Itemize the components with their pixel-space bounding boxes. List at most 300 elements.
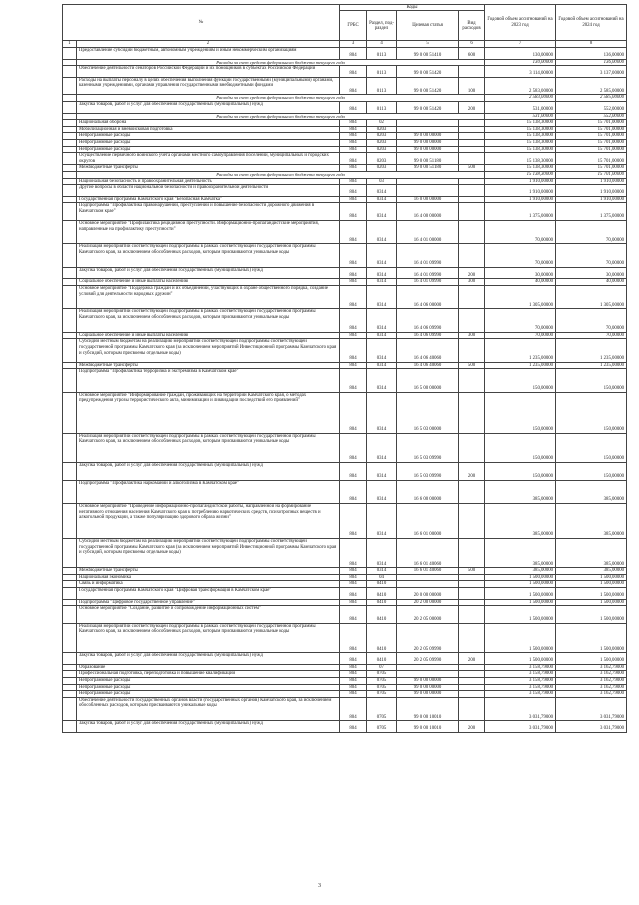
cell-volume-2023: 1 500,00000 [485, 581, 556, 588]
cell-grbs: 804 [340, 671, 367, 678]
cell-volume-2024: 552,00000 [556, 101, 627, 113]
cell-name: Другие вопросы в области национальной безопасности и правоохранительной деятельности [77, 185, 340, 197]
cell-expense-type [459, 185, 485, 197]
cell-volume-2024: 1 910,00000 [556, 196, 627, 203]
cell-razdel: 0314 [367, 539, 397, 568]
cell-volume-2024: 15 701,00000 [556, 133, 627, 140]
cell-name: Закупка товаров, работ и услуг для обеспечения государственных (муниципальных) нужд [77, 653, 340, 665]
cell-expense-type: 300 [459, 332, 485, 339]
cell-target-article: 16 5 00 00000 [397, 369, 459, 392]
cell-volume-2024: 30,00000 [556, 267, 627, 279]
cell-name: Подпрограмма "Профилактика наркомании и алкоголизма в Камчатском крае" [77, 480, 340, 503]
cell-razdel: 0203 [367, 133, 397, 140]
cell-name: Связь и информатика [77, 581, 340, 588]
cell-volume-2024: 552,00000 [556, 113, 627, 120]
cell-razdel: 0705 [367, 697, 397, 720]
cell-index [63, 721, 77, 733]
cell-index [63, 362, 77, 369]
cell-index [63, 462, 77, 480]
table-row [63, 153, 627, 165]
page-number: 3 [318, 883, 321, 889]
cell-volume-2023: 150,00000 [485, 392, 556, 433]
cell-expense-type [459, 588, 485, 600]
cell-target-article: 20 2 05 09990 [397, 653, 459, 665]
cell-target-article: 99 0 00 00000 [397, 691, 459, 698]
cell-volume-2023: 130,00000 [485, 59, 556, 66]
cell-target-article: 99 0 00 00000 [397, 146, 459, 153]
cell-name: Социальное обеспечение и иные выплаты населению [77, 332, 340, 339]
cell-razdel: 0113 [367, 101, 397, 113]
cell-grbs: 804 [340, 178, 367, 185]
cell-expense-type [459, 133, 485, 140]
cell-volume-2024: 385,00000 [556, 568, 627, 575]
cell-grbs: 804 [340, 599, 367, 606]
cell-target-article: 99 0 00 10010 [397, 721, 459, 733]
cell-razdel: 0113 [367, 47, 397, 59]
cell-volume-2024: 3 031,79000 [556, 697, 627, 720]
cell-razdel: 0314 [367, 339, 397, 362]
cell-volume-2023: 15 138,30000 [485, 139, 556, 146]
cell-index [63, 309, 77, 332]
cell-volume-2023: 2 583,00000 [485, 77, 556, 95]
cell-grbs: 804 [340, 196, 367, 203]
cell-target-article: 16 4 06 09990 [397, 332, 459, 339]
cell-target-article: 16 4 01 00000 [397, 220, 459, 243]
cell-grbs: 804 [340, 503, 367, 538]
cell-volume-2024: 3 162,79000 [556, 664, 627, 671]
cell-volume-2023: 1 500,00000 [485, 588, 556, 600]
cell-index [63, 503, 77, 538]
cell-expense-type [459, 120, 485, 127]
cell-name: Непрограммные расходы [77, 691, 340, 698]
header-expense-type: Вид расходов [459, 11, 485, 41]
cell-target-article: 16 6 01 40060 [397, 539, 459, 568]
cell-name: Государственная программа Камчатского края "Цифровая трансформация в Камчатском крае" [77, 588, 340, 600]
cell-index [63, 101, 77, 113]
cell-target-article [397, 671, 459, 678]
cell-grbs: 804 [340, 309, 367, 332]
cell-razdel: 04 [367, 574, 397, 581]
cell-volume-2024: 136,00000 [556, 59, 627, 66]
cell-target-article: 99 0 00 00000 [397, 133, 459, 140]
cell-expense-type [459, 606, 485, 624]
cell-index [63, 126, 77, 133]
cell-expense-type [459, 574, 485, 581]
cell-target-article: 99 0 00 10010 [397, 697, 459, 720]
header-target-article: Целевая статья [397, 11, 459, 41]
cell-index [63, 480, 77, 503]
cell-expense-type [459, 203, 485, 221]
cell-volume-2024: 385,00000 [556, 503, 627, 538]
cell-name: Национальная оборона [77, 120, 340, 127]
cell-volume-2023: 15 138,30000 [485, 133, 556, 140]
table-row [63, 503, 627, 538]
cell-target-article: 16 4 01 09990 [397, 279, 459, 286]
cell-target-article: 20 2 00 00000 [397, 599, 459, 606]
cell-index [63, 146, 77, 153]
cell-name: Обеспечение деятельности сенаторов Российской Федерации и их помощников в субъектах Российской Федерации [77, 66, 340, 78]
cell-volume-2023: 150,00000 [485, 369, 556, 392]
cell-name: Основное мероприятие "Информирование граждан, проживающих на территории Камчатского края, о методах предупреждения угрозы террористического акта, минимизации и ликвидации последствий его проявлений" [77, 392, 340, 433]
table-row [63, 684, 627, 691]
cell-grbs: 804 [340, 47, 367, 59]
cell-name: Закупка товаров, работ и услуг для обеспечения государственных (муниципальных) нужд [77, 101, 340, 113]
cell-grbs: 804 [340, 165, 367, 172]
table-row [63, 126, 627, 133]
cell-volume-2023: 3 031,79000 [485, 697, 556, 720]
table-row [63, 581, 627, 588]
cell-grbs: 804 [340, 139, 367, 146]
cell-volume-2023: 15 138,30000 [485, 165, 556, 172]
header-index: 6 [459, 41, 485, 47]
cell-grbs: 804 [340, 433, 367, 462]
cell-target-article: 99 0 00 00000 [397, 684, 459, 691]
cell-expense-type [459, 178, 485, 185]
header-index: 2 [77, 41, 340, 47]
cell-volume-2023: 3 158,79000 [485, 677, 556, 684]
cell-index [63, 133, 77, 140]
cell-volume-2023: 1 500,00000 [485, 653, 556, 665]
cell-volume-2024: 3 162,79000 [556, 691, 627, 698]
cell-target-article: 16 5 03 09990 [397, 462, 459, 480]
cell-grbs: 804 [340, 539, 367, 568]
cell-index [63, 539, 77, 568]
cell-expense-type [459, 433, 485, 462]
cell-razdel: 0410 [367, 588, 397, 600]
table-row [63, 139, 627, 146]
cell-grbs: 804 [340, 369, 367, 392]
cell-expense-type: 100 [459, 77, 485, 95]
cell-name: Реализация мероприятий соответствующей подпрограммы в рамках соответствующей государственной программы Камчатского края, за исключением обособленных расходов, которым присваиваются уникальные коды [77, 244, 340, 267]
cell-expense-type: 500 [459, 165, 485, 172]
cell-razdel: 0314 [367, 286, 397, 309]
cell-index [63, 574, 77, 581]
cell-volume-2023: 1 235,00000 [485, 362, 556, 369]
table-row [63, 599, 627, 606]
cell-volume-2023: 3 158,79000 [485, 671, 556, 678]
cell-razdel: 0410 [367, 653, 397, 665]
cell-target-article: 20 2 05 09990 [397, 623, 459, 652]
table-row [63, 220, 627, 243]
cell-name: Непрограммные расходы [77, 677, 340, 684]
cell-target-article [397, 574, 459, 581]
cell-grbs: 804 [340, 623, 367, 652]
table-row [63, 697, 627, 720]
cell-expense-type [459, 671, 485, 678]
cell-volume-2023: 2 583,00000 [485, 95, 556, 102]
cell-expense-type [459, 126, 485, 133]
cell-expense-type [459, 684, 485, 691]
table-row [63, 309, 627, 332]
cell-target-article: 99 0 00 51180 [397, 153, 459, 165]
cell-volume-2024: 3 162,79000 [556, 677, 627, 684]
cell-index [63, 691, 77, 698]
cell-volume-2024: 1 500,00000 [556, 574, 627, 581]
cell-index [63, 568, 77, 575]
table-row [63, 480, 627, 503]
cell-name: Непрограммные расходы [77, 146, 340, 153]
cell-index [63, 588, 77, 600]
cell-target-article [397, 185, 459, 197]
cell-target-article: 16 4 01 09990 [397, 267, 459, 279]
cell-index [63, 95, 77, 102]
header-index: 5 [397, 41, 459, 47]
cell-target-article: 16 6 01 40060 [397, 568, 459, 575]
cell-grbs: 804 [340, 480, 367, 503]
cell-grbs: 804 [340, 653, 367, 665]
cell-volume-2024: 3 137,00000 [556, 66, 627, 78]
cell-grbs: 804 [340, 339, 367, 362]
cell-grbs: 804 [340, 392, 367, 433]
table-row [63, 653, 627, 665]
cell-volume-2024: 1 375,00000 [556, 203, 627, 221]
cell-volume-2024: 70,00000 [556, 220, 627, 243]
cell-expense-type [459, 677, 485, 684]
cell-index [63, 267, 77, 279]
cell-expense-type: 500 [459, 362, 485, 369]
cell-razdel: 0314 [367, 267, 397, 279]
cell-index [63, 697, 77, 720]
cell-razdel: 0314 [367, 503, 397, 538]
cell-volume-2023: 70,00000 [485, 309, 556, 332]
cell-grbs: 804 [340, 362, 367, 369]
cell-volume-2024: 1 500,00000 [556, 623, 627, 652]
cell-volume-2024: 385,00000 [556, 480, 627, 503]
cell-volume-2024: 1 500,00000 [556, 588, 627, 600]
cell-index [63, 606, 77, 624]
cell-volume-2023: 1 500,00000 [485, 623, 556, 652]
cell-expense-type: 200 [459, 267, 485, 279]
table-row [63, 539, 627, 568]
cell-volume-2023: 70,00000 [485, 220, 556, 243]
cell-razdel: 0410 [367, 606, 397, 624]
cell-volume-2024: 136,00000 [556, 47, 627, 59]
cell-grbs: 804 [340, 203, 367, 221]
cell-funding-note: Расходы за счет средств федерального бюджета текущего года [77, 59, 485, 66]
cell-expense-type [459, 244, 485, 267]
funding-note-row [63, 171, 627, 178]
cell-razdel: 0203 [367, 146, 397, 153]
cell-expense-type: 200 [459, 462, 485, 480]
table-row [63, 588, 627, 600]
cell-target-article: 16 4 01 09990 [397, 244, 459, 267]
table-row [63, 392, 627, 433]
cell-target-article: 16 5 03 00000 [397, 392, 459, 433]
header-index: 1 [63, 41, 77, 47]
cell-grbs: 804 [340, 185, 367, 197]
cell-expense-type: 500 [459, 568, 485, 575]
table-row [63, 677, 627, 684]
cell-funding-note: Расходы за счет средств федерального бюджета текущего года [77, 171, 485, 178]
cell-target-article: 16 4 06 40060 [397, 362, 459, 369]
table-row [63, 462, 627, 480]
cell-volume-2023: 15 138,30000 [485, 120, 556, 127]
table-row [63, 691, 627, 698]
cell-razdel: 0314 [367, 369, 397, 392]
cell-target-article: 99 0 00 00000 [397, 677, 459, 684]
cell-index [63, 671, 77, 678]
table-row [63, 568, 627, 575]
cell-index [63, 120, 77, 127]
cell-index [63, 165, 77, 172]
header-volume-2024: Годовой объем ассигнований на 2024 год [556, 5, 627, 41]
cell-volume-2024: 150,00000 [556, 369, 627, 392]
cell-razdel: 0314 [367, 392, 397, 433]
cell-volume-2024: 3 162,79000 [556, 684, 627, 691]
cell-target-article: 16 0 00 00000 [397, 196, 459, 203]
cell-volume-2023: 3 158,79000 [485, 664, 556, 671]
cell-razdel: 0113 [367, 77, 397, 95]
cell-name: Реализация мероприятий соответствующей подпрограммы в рамках соответствующей государственной программы Камчатского края, за исключением обособленных расходов, которым присваиваются уникальные коды [77, 309, 340, 332]
cell-expense-type [459, 691, 485, 698]
header-index: 3 [340, 41, 367, 47]
cell-grbs: 804 [340, 66, 367, 78]
cell-name: Основное мероприятие "Создание, развитие и сопровождение информационных систем" [77, 606, 340, 624]
cell-target-article [397, 664, 459, 671]
cell-name: Субсидии местным бюджетам на реализацию мероприятий соответствующей подпрограммы соответствующей государственной программы Камчатского края (за исключением мероприятий Инвестиционной программы Камчатского края и субсидий, которым присвоены отдельные коды) [77, 539, 340, 568]
cell-name: Обеспечение деятельности государственных органов власти (государственных органов) Камчатского края, за исключением обособленных расходов, которым присваиваются уникальные коды [77, 697, 340, 720]
cell-name: Основное мероприятие "Проведение информационно-пропагандистской работы, направленной на формирование негативного отношения населения Камчатского края к потреблению наркотических средств, психотропных веществ и алкогольной продукции, а также популяризацию здорового образа жизни" [77, 503, 340, 538]
cell-grbs: 804 [340, 244, 367, 267]
cell-name: Закупка товаров, работ и услуг для обеспечения государственных (муниципальных) нужд [77, 462, 340, 480]
cell-volume-2024: 1 500,00000 [556, 606, 627, 624]
cell-volume-2023: 1 910,00000 [485, 185, 556, 197]
cell-volume-2023: 40,00000 [485, 279, 556, 286]
cell-name: Межбюджетные трансферты [77, 362, 340, 369]
cell-name: Социальное обеспечение и иные выплаты населению [77, 279, 340, 286]
cell-target-article: 16 6 01 00000 [397, 503, 459, 538]
cell-razdel: 0314 [367, 220, 397, 243]
cell-index [63, 581, 77, 588]
cell-index [63, 139, 77, 146]
cell-volume-2023: 531,00000 [485, 101, 556, 113]
table-row [63, 77, 627, 95]
cell-volume-2023: 130,00000 [485, 47, 556, 59]
cell-razdel: 0203 [367, 165, 397, 172]
cell-volume-2023: 3 031,79000 [485, 721, 556, 733]
cell-index [63, 185, 77, 197]
cell-volume-2024: 1 235,00000 [556, 362, 627, 369]
cell-funding-note: Расходы за счет средств федерального бюджета текущего года [77, 95, 485, 102]
cell-grbs: 804 [340, 101, 367, 113]
cell-razdel: 0314 [367, 433, 397, 462]
cell-grbs: 804 [340, 133, 367, 140]
cell-volume-2023: 3 114,00000 [485, 66, 556, 78]
cell-name: Непрограммные расходы [77, 133, 340, 140]
header-index: 7 [485, 41, 556, 47]
cell-grbs: 804 [340, 568, 367, 575]
cell-name: Межбюджетные трансферты [77, 165, 340, 172]
cell-volume-2024: 1 910,00000 [556, 185, 627, 197]
cell-grbs: 804 [340, 462, 367, 480]
table-row [63, 339, 627, 362]
table-row [63, 664, 627, 671]
cell-name: Межбюджетные трансферты [77, 568, 340, 575]
cell-expense-type [459, 503, 485, 538]
cell-expense-type [459, 66, 485, 78]
cell-volume-2024: 40,00000 [556, 279, 627, 286]
cell-grbs: 804 [340, 120, 367, 127]
cell-volume-2023: 1 910,00000 [485, 178, 556, 185]
cell-index [63, 664, 77, 671]
cell-razdel: 0314 [367, 196, 397, 203]
cell-volume-2024: 3 162,79000 [556, 671, 627, 678]
cell-target-article: 16 5 03 09990 [397, 433, 459, 462]
cell-volume-2023: 15 138,30000 [485, 146, 556, 153]
cell-volume-2024: 1 305,00000 [556, 286, 627, 309]
header-razdel: Раздел, под-раздел [367, 11, 397, 41]
cell-index [63, 171, 77, 178]
table-header [63, 5, 627, 48]
cell-target-article: 20 0 00 00000 [397, 588, 459, 600]
cell-expense-type [459, 146, 485, 153]
cell-volume-2023: 531,00000 [485, 113, 556, 120]
cell-target-article: 99 0 00 51420 [397, 101, 459, 113]
cell-grbs: 804 [340, 77, 367, 95]
cell-name: Подпрограмма "Цифровое государственное управление" [77, 599, 340, 606]
cell-volume-2024: 150,00000 [556, 392, 627, 433]
cell-expense-type [459, 309, 485, 332]
cell-razdel: 0314 [367, 244, 397, 267]
cell-volume-2024: 15 701,00000 [556, 139, 627, 146]
cell-grbs: 804 [340, 574, 367, 581]
cell-target-article: 16 4 06 09990 [397, 309, 459, 332]
cell-volume-2023: 30,00000 [485, 267, 556, 279]
cell-index [63, 47, 77, 59]
cell-name: Профессиональная подготовка, переподготовка и повышение квалификации [77, 671, 340, 678]
cell-target-article: 16 4 00 00000 [397, 203, 459, 221]
cell-volume-2024: 150,00000 [556, 462, 627, 480]
cell-name: Реализация мероприятий соответствующей подпрограммы в рамках соответствующей государственной программы Камчатского края, за исключением обособленных расходов, которым присваиваются уникальные коды [77, 433, 340, 462]
table-row [63, 146, 627, 153]
cell-razdel: 02 [367, 120, 397, 127]
cell-grbs: 804 [340, 581, 367, 588]
cell-name: Непрограммные расходы [77, 684, 340, 691]
budget-table [62, 4, 627, 733]
cell-target-article: 99 0 00 51420 [397, 66, 459, 78]
cell-expense-type [459, 220, 485, 243]
cell-volume-2023: 385,00000 [485, 503, 556, 538]
cell-volume-2024: 150,00000 [556, 433, 627, 462]
cell-target-article: 99 0 00 51410 [397, 47, 459, 59]
cell-grbs: 804 [340, 588, 367, 600]
cell-grbs: 804 [340, 606, 367, 624]
table-row [63, 244, 627, 267]
table-row [63, 721, 627, 733]
cell-target-article: 16 4 06 00000 [397, 286, 459, 309]
cell-grbs: 804 [340, 677, 367, 684]
cell-volume-2024: 15 701,00000 [556, 126, 627, 133]
cell-name: Непрограммные расходы [77, 139, 340, 146]
cell-volume-2023: 1 500,00000 [485, 574, 556, 581]
table-row [63, 332, 627, 339]
cell-volume-2024: 15 701,00000 [556, 146, 627, 153]
cell-grbs: 804 [340, 220, 367, 243]
cell-grbs: 804 [340, 691, 367, 698]
table-row [63, 267, 627, 279]
cell-name: Основное мероприятие "Поддержка граждан и их объединений, участвующих в охране общественного порядка, создание условий для деятельности народных дружин" [77, 286, 340, 309]
cell-name: Реализация мероприятий соответствующей подпрограммы в рамках соответствующей государственной программы Камчатского края, за исключением обособленных расходов, которым присваиваются уникальные коды [77, 623, 340, 652]
cell-funding-note: Расходы за счет средств федерального бюджета текущего года [77, 113, 485, 120]
cell-target-article: 16 6 00 00000 [397, 480, 459, 503]
header-grbs: ГРБС [340, 11, 367, 41]
cell-expense-type [459, 139, 485, 146]
cell-expense-type: 200 [459, 653, 485, 665]
cell-volume-2023: 385,00000 [485, 539, 556, 568]
cell-razdel: 0410 [367, 623, 397, 652]
cell-razdel: 0314 [367, 279, 397, 286]
cell-index [63, 369, 77, 392]
